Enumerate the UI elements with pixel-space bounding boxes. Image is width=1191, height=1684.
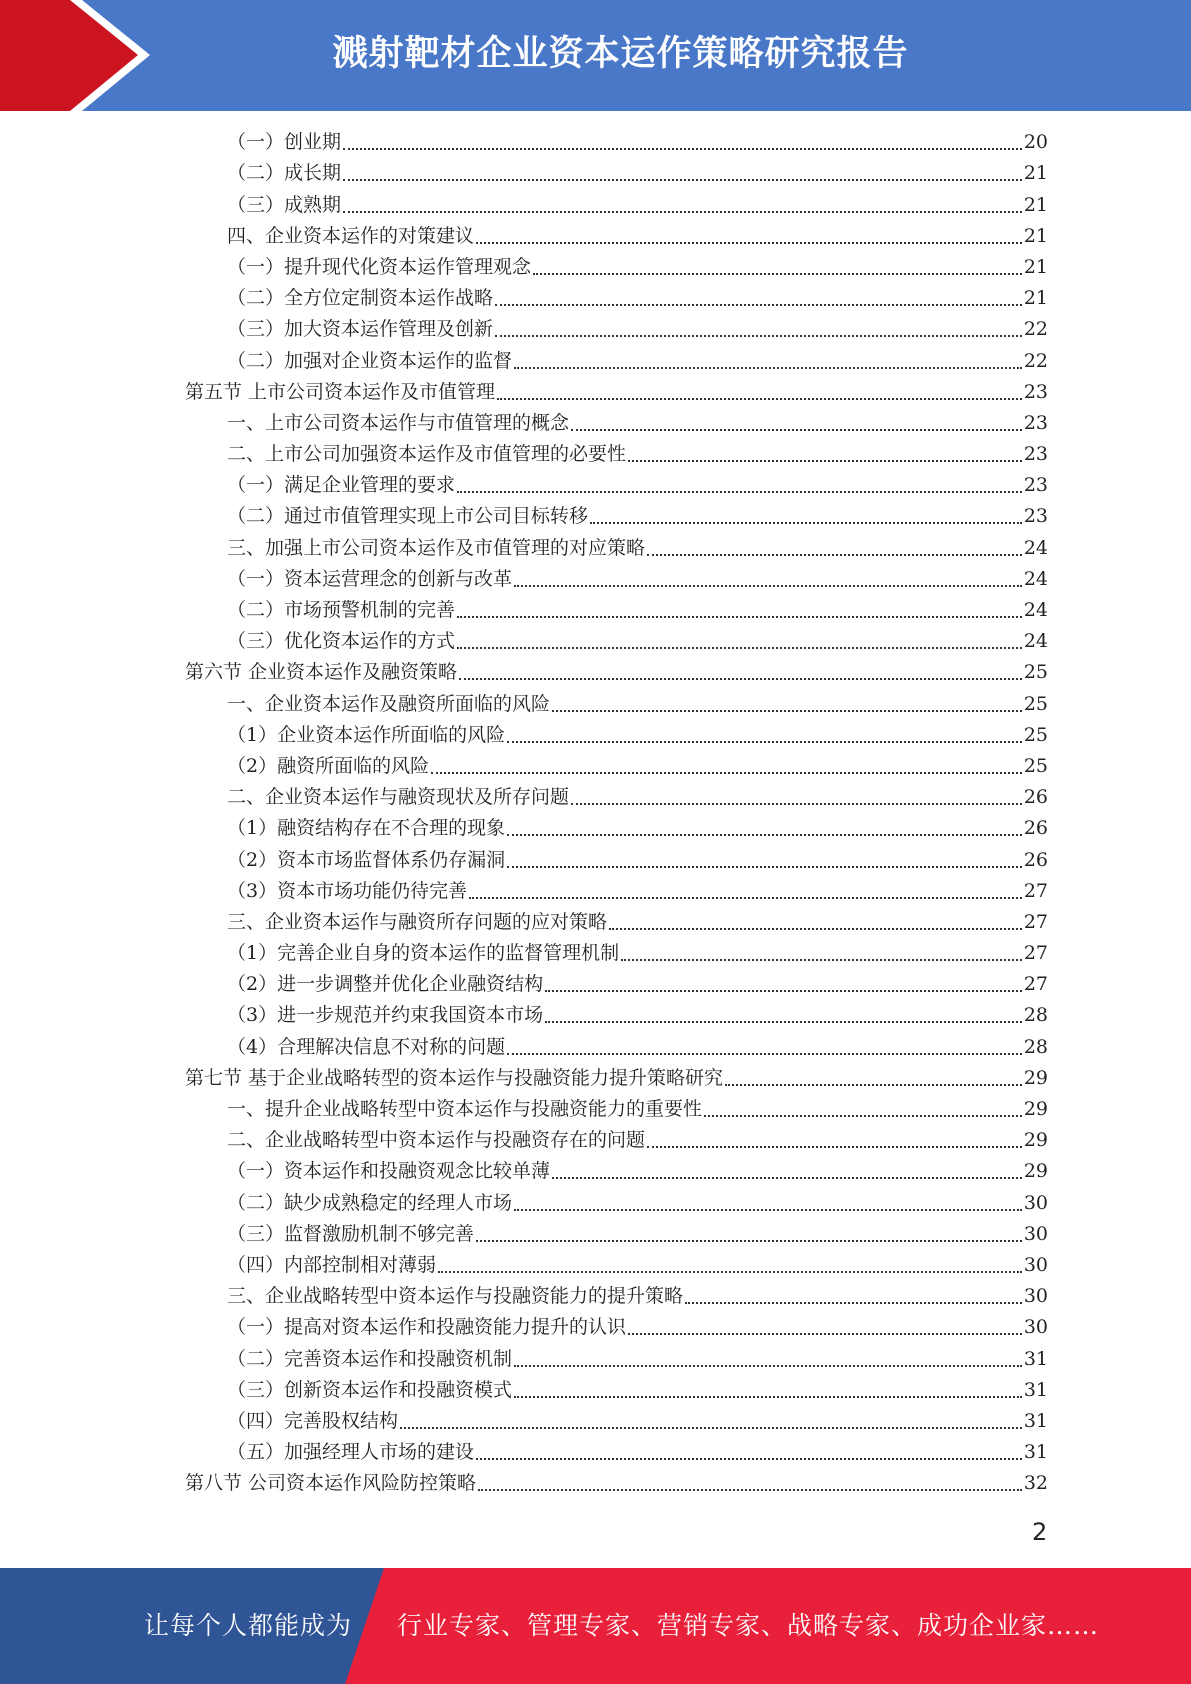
toc-dot-leader bbox=[628, 459, 1022, 462]
toc-entry-page: 30 bbox=[1023, 1222, 1048, 1245]
toc-entry-title: （三）创新资本运作和投融资模式 bbox=[227, 1378, 513, 1401]
toc-dot-leader bbox=[647, 553, 1022, 556]
toc-dot-leader bbox=[457, 490, 1022, 493]
toc-entry-title: （3）进一步规范并约束我国资本市场 bbox=[227, 1004, 544, 1027]
toc-dot-leader bbox=[507, 833, 1022, 836]
toc-entry[interactable] bbox=[0, 345, 1191, 376]
toc-entry-title: 一、企业资本运作及融资所面临的风险 bbox=[227, 692, 551, 715]
toc-dot-leader bbox=[343, 147, 1022, 150]
toc-entry[interactable] bbox=[0, 1187, 1191, 1218]
toc-dot-leader bbox=[647, 1145, 1022, 1148]
toc-entry-page: 23 bbox=[1023, 443, 1048, 466]
footer-slogan-left: 让每个人都能成为 bbox=[144, 1611, 353, 1640]
toc-dot-leader bbox=[533, 272, 1022, 275]
toc-dot-leader bbox=[495, 334, 1022, 337]
toc-entry-page: 21 bbox=[1023, 255, 1048, 278]
toc-entry[interactable] bbox=[0, 1312, 1191, 1343]
toc-entry[interactable] bbox=[0, 1468, 1191, 1499]
toc-entry[interactable] bbox=[0, 377, 1191, 408]
toc-entry[interactable] bbox=[0, 1375, 1191, 1406]
toc-entry-page: 29 bbox=[1023, 1098, 1048, 1120]
toc-entry[interactable] bbox=[0, 876, 1191, 907]
toc-entry-page: 30 bbox=[1023, 1253, 1048, 1276]
toc-dot-leader bbox=[476, 1239, 1022, 1242]
toc-entry[interactable] bbox=[0, 844, 1191, 875]
toc-entry-title: 二、企业资本运作与融资现状及所存问题 bbox=[227, 786, 570, 809]
toc-entry-title: 一、上市公司资本运作与市值管理的概念 bbox=[227, 411, 570, 434]
toc-entry-page: 28 bbox=[1023, 1004, 1048, 1027]
toc-entry-title: （一）资本运作和投融资观念比较单薄 bbox=[227, 1160, 551, 1183]
toc-dot-leader bbox=[552, 709, 1022, 712]
toc-dot-leader bbox=[590, 521, 1022, 524]
toc-dot-leader bbox=[431, 771, 1022, 774]
toc-dot-leader bbox=[514, 366, 1022, 369]
toc-entry-title: 三、企业资本运作与融资所存问题的应对策略 bbox=[227, 910, 608, 933]
toc-entry-page: 30 bbox=[1023, 1285, 1048, 1308]
toc-dot-leader bbox=[725, 1083, 1022, 1086]
toc-entry[interactable] bbox=[0, 938, 1191, 969]
toc-dot-leader bbox=[545, 989, 1022, 992]
toc-entry-title: （1）完善企业自身的资本运作的监督管理机制 bbox=[227, 942, 620, 965]
page-footer bbox=[0, 1568, 1191, 1684]
toc-entry-title: （4）合理解决信息不对称的问题 bbox=[227, 1035, 506, 1058]
toc-dot-leader bbox=[514, 584, 1022, 587]
toc-entry-title: （2）进一步调整并优化企业融资结构 bbox=[227, 973, 544, 996]
toc-dot-leader bbox=[609, 927, 1022, 930]
toc-entry-title: 二、企业战略转型中资本运作与投融资存在的问题 bbox=[227, 1129, 646, 1152]
toc-entry-page: 29 bbox=[1023, 1066, 1048, 1089]
toc-entry[interactable] bbox=[0, 470, 1191, 501]
toc-dot-leader bbox=[343, 178, 1022, 181]
toc-entry-page: 23 bbox=[1023, 505, 1048, 528]
toc-entry-page: 21 bbox=[1023, 287, 1048, 310]
toc-entry[interactable] bbox=[0, 564, 1191, 595]
toc-dot-leader bbox=[514, 1395, 1022, 1398]
toc-dot-leader bbox=[704, 1114, 1022, 1117]
toc-dot-leader bbox=[514, 1208, 1022, 1211]
toc-entry[interactable] bbox=[0, 252, 1191, 283]
toc-entry-title: （二）全方位定制资本运作战略 bbox=[227, 287, 494, 310]
toc-entry-page: 25 bbox=[1023, 661, 1048, 684]
page-header bbox=[0, 0, 1191, 111]
toc-entry-title: （3）资本市场功能仍待完善 bbox=[227, 879, 468, 902]
toc-entry-page: 21 bbox=[1023, 224, 1048, 247]
toc-entry[interactable] bbox=[0, 657, 1191, 688]
toc-entry[interactable] bbox=[0, 1156, 1191, 1187]
toc-dot-leader bbox=[628, 1332, 1022, 1335]
toc-entry-page: 31 bbox=[1023, 1441, 1048, 1464]
toc-entry-title: （三）加大资本运作管理及创新 bbox=[227, 318, 494, 341]
toc-entry[interactable] bbox=[0, 813, 1191, 844]
toc-entry[interactable] bbox=[0, 1343, 1191, 1374]
toc-entry-page: 30 bbox=[1023, 1191, 1048, 1214]
toc-dot-leader bbox=[400, 1426, 1022, 1429]
table-of-contents bbox=[0, 127, 1191, 1499]
toc-entry[interactable] bbox=[0, 1250, 1191, 1281]
toc-entry[interactable] bbox=[0, 158, 1191, 189]
toc-entry-title: 第五节 上市公司资本运作及市值管理 bbox=[185, 380, 496, 403]
toc-entry-page: 26 bbox=[1023, 848, 1048, 871]
toc-entry-page: 27 bbox=[1023, 973, 1048, 996]
toc-entry-title: （一）提高对资本运作和投融资能力提升的认识 bbox=[227, 1316, 627, 1339]
toc-entry-title: （1）企业资本运作所面临的风险 bbox=[227, 723, 506, 746]
toc-entry-title: （四）内部控制相对薄弱 bbox=[227, 1253, 437, 1276]
toc-entry[interactable] bbox=[0, 720, 1191, 751]
toc-entry-page: 31 bbox=[1023, 1409, 1048, 1432]
toc-entry-page: 24 bbox=[1023, 599, 1048, 621]
toc-dot-leader bbox=[552, 1176, 1022, 1179]
toc-entry-title: （一）创业期 bbox=[227, 131, 342, 154]
toc-entry-page: 31 bbox=[1023, 1378, 1048, 1401]
toc-entry[interactable] bbox=[0, 751, 1191, 782]
toc-entry[interactable] bbox=[0, 501, 1191, 532]
toc-entry-title: （五）加强经理人市场的建设 bbox=[227, 1441, 475, 1464]
toc-dot-leader bbox=[478, 1488, 1022, 1491]
toc-entry[interactable] bbox=[0, 189, 1191, 220]
toc-dot-leader bbox=[571, 802, 1022, 805]
toc-dot-leader bbox=[621, 958, 1022, 961]
toc-entry-title: 第八节 公司资本运作风险防控策略 bbox=[185, 1472, 477, 1495]
toc-dot-leader bbox=[438, 1270, 1022, 1273]
toc-entry[interactable] bbox=[0, 439, 1191, 470]
toc-entry-title: （一）满足企业管理的要求 bbox=[227, 474, 456, 497]
toc-entry-page: 24 bbox=[1023, 630, 1048, 653]
toc-entry[interactable] bbox=[0, 314, 1191, 345]
toc-entry-page: 27 bbox=[1023, 910, 1048, 933]
footer-slogan-right: 行业专家、管理专家、营销专家、战略专家、成功企业家…… bbox=[397, 1611, 1100, 1640]
toc-dot-leader bbox=[476, 241, 1022, 244]
toc-entry-page: 23 bbox=[1023, 411, 1048, 434]
toc-entry-title: （三）优化资本运作的方式 bbox=[227, 630, 456, 653]
toc-entry-page: 26 bbox=[1023, 786, 1048, 809]
toc-entry[interactable] bbox=[0, 1406, 1191, 1437]
toc-dot-leader bbox=[507, 740, 1022, 743]
toc-entry-page: 27 bbox=[1023, 942, 1048, 965]
toc-entry[interactable] bbox=[0, 907, 1191, 938]
toc-dot-leader bbox=[507, 865, 1022, 868]
toc-entry[interactable] bbox=[0, 408, 1191, 439]
toc-entry-page: 27 bbox=[1023, 879, 1048, 902]
toc-entry-title: 第六节 企业资本运作及融资策略 bbox=[185, 661, 458, 684]
toc-dot-leader bbox=[457, 615, 1022, 618]
toc-dot-leader bbox=[507, 1052, 1022, 1055]
toc-dot-leader bbox=[457, 646, 1022, 649]
toc-entry-title: 二、上市公司加强资本运作及市值管理的必要性 bbox=[227, 443, 627, 466]
toc-entry[interactable] bbox=[0, 595, 1191, 626]
toc-entry-title: 四、企业资本运作的对策建议 bbox=[227, 224, 475, 247]
toc-entry-title: 第七节 基于企业战略转型的资本运作与投融资能力提升策略研究 bbox=[185, 1066, 724, 1089]
toc-entry-title: 三、加强上市公司资本运作及市值管理的对应策略 bbox=[227, 536, 646, 559]
report-title: 溅射靶材企业资本运作策略研究报告 bbox=[332, 34, 909, 74]
toc-dot-leader bbox=[685, 1301, 1022, 1304]
toc-entry-title: （2）融资所面临的风险 bbox=[227, 754, 430, 777]
toc-entry[interactable] bbox=[0, 532, 1191, 563]
toc-entry-page: 29 bbox=[1023, 1160, 1048, 1183]
toc-entry-page: 30 bbox=[1023, 1316, 1048, 1339]
toc-entry[interactable] bbox=[0, 1281, 1191, 1312]
toc-entry-title: （三）成熟期 bbox=[227, 193, 342, 216]
toc-entry[interactable] bbox=[0, 782, 1191, 813]
toc-entry-page: 25 bbox=[1023, 723, 1048, 746]
toc-entry[interactable] bbox=[0, 1094, 1191, 1125]
toc-entry-title: （一）提升现代化资本运作管理观念 bbox=[227, 255, 532, 278]
toc-entry[interactable] bbox=[0, 1219, 1191, 1250]
toc-entry-page: 32 bbox=[1023, 1472, 1048, 1495]
toc-entry-page: 24 bbox=[1023, 567, 1048, 590]
toc-entry-page: 25 bbox=[1023, 754, 1048, 777]
toc-entry-page: 25 bbox=[1023, 692, 1048, 715]
toc-entry-title: （二）通过市值管理实现上市公司目标转移 bbox=[227, 505, 589, 528]
toc-entry-title: （1）融资结构存在不合理的现象 bbox=[227, 817, 506, 840]
toc-entry[interactable] bbox=[0, 688, 1191, 719]
toc-entry-title: 三、企业战略转型中资本运作与投融资能力的提升策略 bbox=[227, 1285, 684, 1308]
toc-entry-page: 31 bbox=[1023, 1347, 1048, 1370]
toc-entry[interactable] bbox=[0, 127, 1191, 158]
toc-entry[interactable] bbox=[0, 283, 1191, 314]
toc-entry-page: 26 bbox=[1023, 817, 1048, 840]
toc-entry[interactable] bbox=[0, 1437, 1191, 1468]
toc-entry-page: 29 bbox=[1023, 1129, 1048, 1152]
page-number: 2 bbox=[1032, 1518, 1048, 1546]
toc-entry[interactable] bbox=[0, 1063, 1191, 1094]
toc-entry-page: 20 bbox=[1023, 131, 1048, 154]
toc-entry[interactable] bbox=[0, 1000, 1191, 1031]
toc-entry-title: （一）资本运营理念的创新与改革 bbox=[227, 567, 513, 590]
toc-entry-page: 22 bbox=[1023, 318, 1048, 341]
toc-entry-title: （三）监督激励机制不够完善 bbox=[227, 1222, 475, 1245]
toc-dot-leader bbox=[343, 210, 1022, 213]
toc-entry-title: （二）加强对企业资本运作的监督 bbox=[227, 349, 513, 372]
toc-entry[interactable] bbox=[0, 626, 1191, 657]
toc-entry[interactable] bbox=[0, 1031, 1191, 1062]
toc-entry-title: （二）成长期 bbox=[227, 162, 342, 185]
toc-dot-leader bbox=[459, 677, 1022, 680]
toc-entry-page: 21 bbox=[1023, 193, 1048, 216]
toc-entry-title: （四）完善股权结构 bbox=[227, 1409, 399, 1432]
toc-entry-title: 一、提升企业战略转型中资本运作与投融资能力的重要性 bbox=[227, 1098, 703, 1120]
toc-entry-page: 23 bbox=[1023, 474, 1048, 497]
toc-dot-leader bbox=[495, 303, 1022, 306]
toc-entry-title: （二）缺少成熟稳定的经理人市场 bbox=[227, 1191, 513, 1214]
toc-entry[interactable] bbox=[0, 1125, 1191, 1156]
toc-dot-leader bbox=[514, 1364, 1022, 1367]
toc-entry-page: 22 bbox=[1023, 349, 1048, 372]
toc-dot-leader bbox=[476, 1457, 1022, 1460]
toc-entry-title: （2）资本市场监督体系仍存漏洞 bbox=[227, 848, 506, 871]
toc-entry-page: 23 bbox=[1023, 380, 1048, 403]
toc-entry-page: 21 bbox=[1023, 162, 1048, 185]
toc-entry[interactable] bbox=[0, 221, 1191, 252]
toc-dot-leader bbox=[497, 397, 1022, 400]
toc-entry-page: 24 bbox=[1023, 536, 1048, 559]
toc-dot-leader bbox=[545, 1020, 1022, 1023]
toc-dot-leader bbox=[469, 896, 1022, 899]
toc-entry-title: （二）完善资本运作和投融资机制 bbox=[227, 1347, 513, 1370]
toc-entry-page: 28 bbox=[1023, 1035, 1048, 1058]
toc-entry[interactable] bbox=[0, 969, 1191, 1000]
toc-entry-title: （二）市场预警机制的完善 bbox=[227, 599, 456, 621]
toc-dot-leader bbox=[571, 428, 1022, 431]
header-arrow-decoration bbox=[0, 0, 170, 111]
